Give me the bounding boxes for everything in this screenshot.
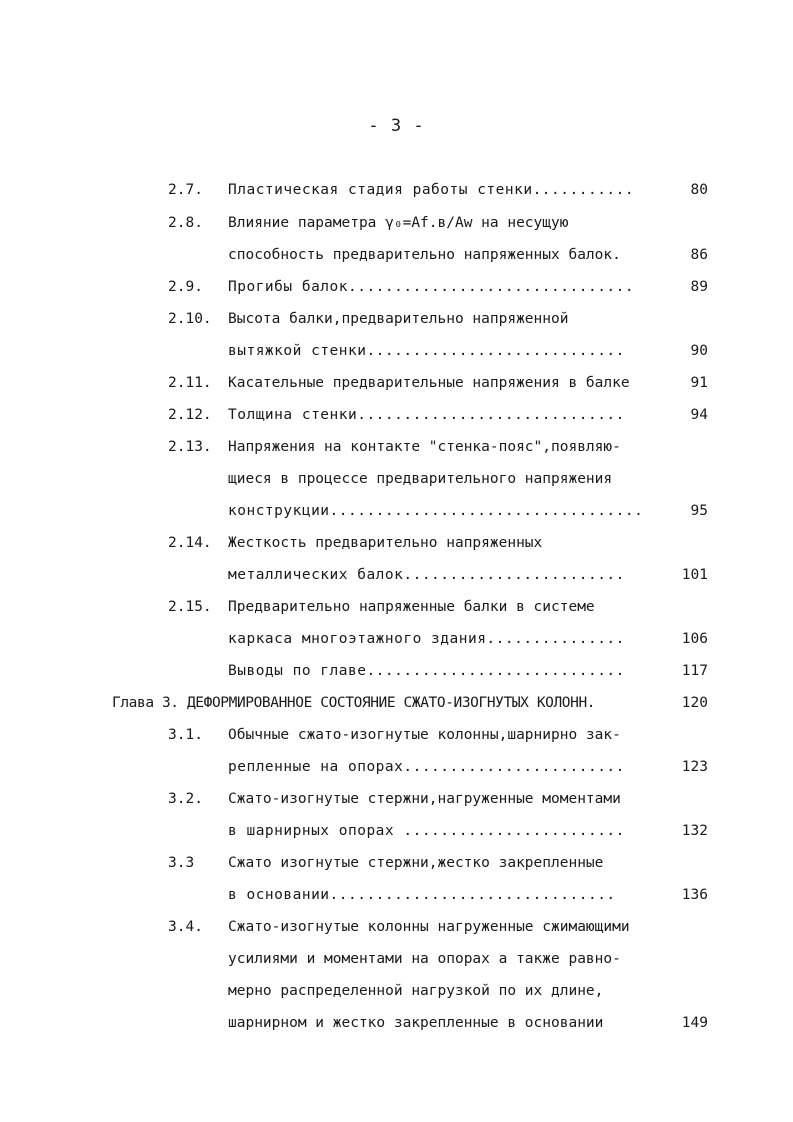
entry-title: Прогибы балок............................... <box>228 279 635 295</box>
entry-title-cont: вытяжкой стенки............................ <box>228 343 625 359</box>
toc-chapter-3 <box>0 691 793 715</box>
entry-title-cont: шарнирном и жестко закрепленные в основании <box>228 1015 604 1031</box>
entry-page: 90 <box>690 343 708 359</box>
entry-number: 2.15. <box>168 599 212 615</box>
entry-page: 136 <box>681 887 708 903</box>
entry-page: 95 <box>690 503 708 519</box>
toc-entry-2-15-cont <box>0 627 793 651</box>
entry-title-cont: мерно распределенной нагрузкой по их длине, <box>228 983 604 999</box>
toc-entry-3-1 <box>0 723 793 747</box>
entry-page: 86 <box>690 247 708 263</box>
entry-title: Выводы по главе............................ <box>228 663 625 679</box>
entry-title: Сжато-изогнутые колонны нагруженные сжимающими <box>228 919 630 935</box>
entry-page: 101 <box>681 567 708 583</box>
toc-entry-2-8 <box>0 211 793 235</box>
entry-title-cont: каркаса многоэтажного здания............... <box>228 631 625 647</box>
entry-title: Влияние параметра γ₀=Af.в/Aw на несущую <box>228 215 569 231</box>
entry-title: Предварительно напряженные балки в системе <box>228 599 595 615</box>
entry-title-cont: металлических балок........................ <box>228 567 625 583</box>
entry-number: 2.13. <box>168 439 212 455</box>
entry-title: Пластическая стадия работы стенки........... <box>228 182 635 198</box>
entry-number: 2.12. <box>168 407 212 423</box>
toc-entry-3-1-cont <box>0 755 793 779</box>
toc-entry-3-2 <box>0 787 793 811</box>
entry-page: 120 <box>681 695 708 711</box>
entry-title: Сжато-изогнутые стержни,нагруженные моментами <box>228 791 621 807</box>
chapter-title: Глава 3. ДЕФОРМИРОВАННОЕ СОСТОЯНИЕ СЖАТО-ИЗОГНУТЫХ КОЛОНН. <box>112 695 596 711</box>
entry-number: 2.7. <box>168 182 203 198</box>
entry-title: Касательные предварительные напряжения в балке <box>228 375 630 391</box>
entry-title-cont: щиеся в процессе предварительного напряжения <box>228 471 613 487</box>
entry-number: 2.9. <box>168 279 203 295</box>
toc-entry-3-2-cont <box>0 819 793 843</box>
entry-page: 94 <box>690 407 708 423</box>
entry-title-cont: способность предварительно напряженных балок. <box>228 247 621 263</box>
entry-title-cont: в шарнирных опорах ........................ <box>228 823 625 839</box>
entry-title: Толщина стенки............................. <box>228 407 625 423</box>
entry-page: 106 <box>681 631 708 647</box>
entry-title-cont: в основании............................... <box>228 887 616 903</box>
entry-page: 89 <box>690 279 708 295</box>
entry-page: 91 <box>690 375 708 391</box>
entry-page: 117 <box>681 663 708 679</box>
toc-entry-2-14 <box>0 531 793 555</box>
entry-title-cont: репленные на опорах........................ <box>228 759 625 775</box>
entry-page: 123 <box>681 759 708 775</box>
entry-number: 2.8. <box>168 215 203 231</box>
entry-number: 3.1. <box>168 727 203 743</box>
entry-title: Напряжения на контакте "стенка-пояс",появляю- <box>228 439 621 455</box>
toc-entry-2-7 <box>0 178 793 202</box>
toc-entry-2-8-cont <box>0 243 793 267</box>
entry-title: Жесткость предварительно напряженных <box>228 535 543 551</box>
entry-number: 3.4. <box>168 919 203 935</box>
page-number: - 3 - <box>368 116 425 136</box>
toc-entry-3-4 <box>0 915 793 939</box>
toc-entry-2-14-cont <box>0 563 793 587</box>
entry-title: Обычные сжато-изогнутые колонны,шарнирно зак- <box>228 727 621 743</box>
toc-entry-2-10-cont <box>0 339 793 363</box>
entry-number: 3.2. <box>168 791 203 807</box>
entry-title: Сжато изогнутые стержни,жестко закрепленные <box>228 855 604 871</box>
toc-entry-2-13-cont <box>0 467 793 491</box>
toc-entry-2-13 <box>0 435 793 459</box>
entry-number: 2.10. <box>168 311 212 327</box>
entry-page: 132 <box>681 823 708 839</box>
toc-entry-2-12 <box>0 403 793 427</box>
toc-entry-conclusions <box>0 659 793 683</box>
toc-entry-2-10 <box>0 307 793 331</box>
toc-entry-3-4-cont3 <box>0 1011 793 1035</box>
entry-title-cont: конструкции.................................. <box>228 503 644 519</box>
entry-title-cont: усилиями и моментами на опорах а также равно- <box>228 951 621 967</box>
toc-entry-3-4-cont <box>0 947 793 971</box>
entry-number: 3.3 <box>168 855 195 871</box>
toc-entry-3-3-cont <box>0 883 793 907</box>
entry-page: 149 <box>681 1015 708 1031</box>
entry-number: 2.11. <box>168 375 212 391</box>
entry-title: Высота балки,предварительно напряженной <box>228 311 569 327</box>
toc-entry-2-15 <box>0 595 793 619</box>
toc-entry-3-3 <box>0 851 793 875</box>
entry-page: 80 <box>690 182 708 198</box>
toc-entry-3-4-cont2 <box>0 979 793 1003</box>
entry-number: 2.14. <box>168 535 212 551</box>
toc-entry-2-13-cont2 <box>0 499 793 523</box>
toc-entry-2-11 <box>0 371 793 395</box>
toc-entry-2-9 <box>0 275 793 299</box>
